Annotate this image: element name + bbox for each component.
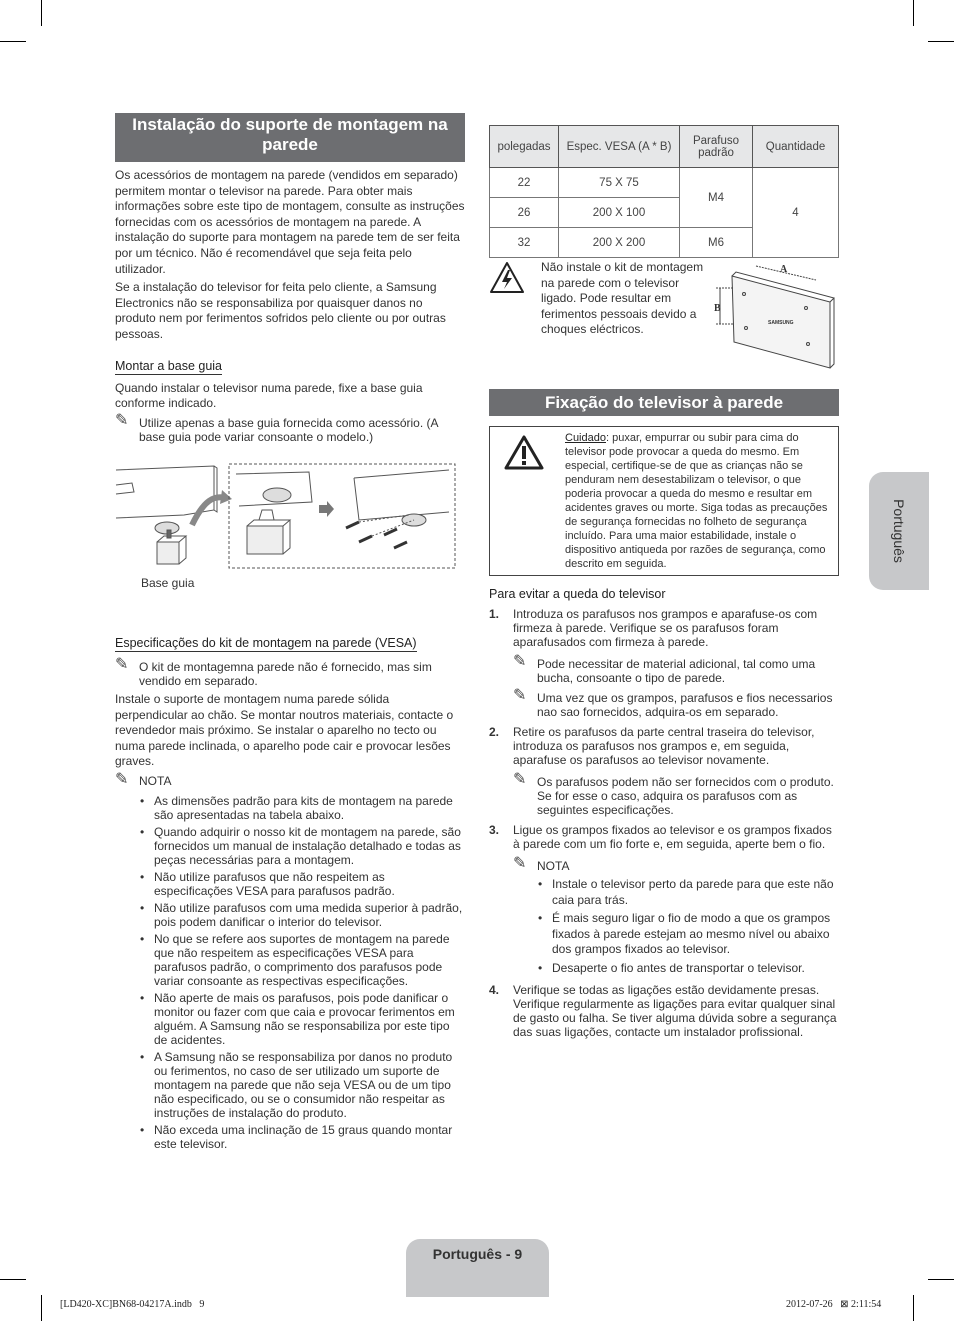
table-row <box>490 168 839 198</box>
list-item: • Não utilize parafusos com uma medida superior à padrão, pois podem danificar o interior do televisor. <box>115 901 465 929</box>
vesa-spec-table <box>489 125 839 258</box>
language-side-tab <box>869 472 929 590</box>
table-cell: 200 X 200 <box>559 228 680 258</box>
vesa-note: O kit de montagemna parede não é fornecido, mas sim vendido em separado. <box>139 660 432 688</box>
list-item: • Quando adquirir o nosso kit de montagem na parede, são fornecidos um manual de instalação detalhado e todas as peças necessárias para a montagem. <box>115 825 465 867</box>
table-cell: 75 X 75 <box>559 168 680 198</box>
print-timestamp: 2012-07-26 ⊠ 2:11:54 <box>786 1299 882 1310</box>
language-side-tab-label: Português <box>891 499 907 563</box>
guide-heading: Montar a base guia <box>115 359 223 373</box>
list-item: • Não aperte de mais os parafusos, pois pode danificar o monitor ou fazer com que caia e provocar ferimentos em alguém. A Samsung não se responsabiliza por este tipo de acidentes. <box>115 991 465 1047</box>
file-info: [LD420-XC]BN68-04217A.indb 9 <box>60 1299 205 1310</box>
pencil-note-icon: ✎ <box>513 687 527 704</box>
table-header: Espec. VESA (A * B) <box>559 126 680 168</box>
list-item: • As dimensões padrão para kits de montagem na parede são apresentadas na tabela abaixo. <box>115 794 465 822</box>
tv-back-vesa-diagram <box>712 258 836 370</box>
intro-paragraph-1: Os acessórios de montagem na parede (vendidos em separado) permitem montar o televisor na parede. Para obter mais informações sobre este tipo de montagem, consulte as instruções fornecidas com os acessórios de montagem na parede. A instalação do suporte para montagem na parede tem de ser feita por um técnico. Não é recomendável que seja feita pelo utilizador. <box>115 168 465 276</box>
list-item: 1. Introduza os parafusos nos grampos e aparafuse-os com firmeza à parede. Verifique se os parafusos foram aparafusados com firmeza à parede. ✎ Pode necessitar de material adicional, tal como uma bucha, consoante o tipo de parede. ✎ Uma vez que os grampos, parafusos e fios necessarios nao sao fornecidos, adquira-os em separado. <box>489 607 833 719</box>
section-title-wall-fixing: Fixação do televisor à parede <box>489 389 839 416</box>
list-item: 4. Verifique se todas as ligações estão devidamente presas. Verifique regularmente as ligações para evitar qualquer sinal de gasto ou falha. Se tiver alguma dúvida sobre a segurança das suas ligações, contacte um instalador profissional. <box>489 982 837 1039</box>
pencil-note-icon: ✎ <box>115 412 129 429</box>
table-cell: M4 <box>680 168 753 228</box>
vesa-bullet-list <box>115 794 465 1151</box>
pencil-note-icon: ✎ <box>115 656 129 673</box>
table-cell: 200 X 100 <box>559 198 680 228</box>
intro-paragraph-2: Se a instalação do televisor for feita pelo cliente, a Samsung Electronics não se responsabiliza por quaisquer danos no produto nem por ferimentos sofridos pelo cliente ou por outras pessoas. <box>115 280 446 341</box>
dimension-label-a: A <box>780 264 788 275</box>
table-cell: 22 <box>490 168 559 198</box>
dimension-label-b: B <box>714 303 721 314</box>
list-item: • A Samsung não se responsabiliza por danos no produto ou ferimentos, no caso de ser utilizado um suporte de montagem na parede que não seja VESA ou de um tipo não especificado, ou se o consumidor não respeitar as instruções de instalação do produto. <box>115 1050 465 1120</box>
table-header: Parafuso padrão <box>680 126 753 168</box>
vesa-heading: Especificações do kit de montagem na parede (VESA) <box>115 636 417 650</box>
caution-label: Cuidado <box>565 432 606 444</box>
guide-note: Utilize apenas a base guia fornecida como acessório. (A base guia pode variar consoante o modelo.) <box>139 416 438 444</box>
page-number: Português - 9 <box>432 1246 523 1262</box>
table-cell: M6 <box>680 228 753 258</box>
nota-label: NOTA <box>139 773 172 788</box>
list-item: • Não utilize parafusos que não respeitem as especificações VESA para parafusos padrão. <box>115 870 465 898</box>
table-cell: 4 <box>753 168 839 258</box>
electric-shock-warning-icon <box>489 261 525 295</box>
table-cell: 32 <box>490 228 559 258</box>
list-item: 3. Ligue os grampos fixados ao televisor e os grampos fixados à parede com um fio forte e, em seguida, aperte bem o fio. ✎ NOTA • Instale o televisor perto da parede para que este não caia para trás. • É mais seguro ligar o fio de modo a que os grampos fixados à parede estejam ao mesmo nível ou abaixo dos grampos fixados ao televisor. • Desaperte o fio antes de transportar o televisor. <box>489 823 841 977</box>
table-cell: 26 <box>490 198 559 228</box>
caution-box <box>489 426 839 576</box>
list-item: • Instale o televisor perto da parede para que este não caia para trás. <box>513 877 841 908</box>
guide-text: Quando instalar o televisor numa parede, fixe a base guia conforme indicado. <box>115 381 423 410</box>
figure-caption: Base guia <box>141 576 195 590</box>
table-header: Quantidade <box>753 126 839 168</box>
caution-text: : puxar, empurrar ou subir para cima do televisor pode provocar a queda do mesmo. Em especial, certifique-se de que as crianças não se penduram nem desestabilizam o televisor, o que poderia provocar a queda do mesmo e resultar em acidentes graves ou morte. Siga todas as precauções de segurança fornecidas no folheto de segurança incluído. Para uma maior estabilidade, instale o dispositivo antiqueda por razões de segurança, como descrito em seguida. <box>565 432 828 570</box>
caution-triangle-icon <box>504 435 544 471</box>
list-item: • Não exceda uma inclinação de 15 graus quando montar este televisor. <box>115 1123 465 1151</box>
pencil-note-icon: ✎ <box>513 855 527 872</box>
list-item: • No que se refere aos suportes de montagem na parede que não respeitem as especificações VESA para parafusos padrão, o comprimento dos parafusos pode variar consoante as respectivas especificações. <box>115 932 465 988</box>
guide-base-illustration <box>114 460 459 575</box>
list-item: • É mais seguro ligar o fio de modo a que os grampos fixados à parede estejam ao mesmo nível ou abaixo dos grampos fixados ao televisor. <box>513 911 841 958</box>
shock-warning-text: Não instale o kit de montagem na parede com o televisor ligado. Pode resultar em ferimentos pessoais devido a choques eléctricos. <box>541 260 704 337</box>
page-number-badge <box>406 1239 549 1297</box>
list-item: • Desaperte o fio antes de transportar o televisor. <box>513 961 841 977</box>
pencil-note-icon: ✎ <box>115 770 129 788</box>
steps-list <box>489 607 841 1039</box>
pencil-note-icon: ✎ <box>513 771 527 788</box>
table-header: polegadas <box>490 126 559 168</box>
brand-logo: SAMSUNG <box>768 320 794 326</box>
pencil-note-icon: ✎ <box>513 653 527 670</box>
list-item: 2. Retire os parafusos da parte central traseira do televisor, introduza os parafusos nos grampos e, em seguida, aparafuse os parafusos ao televisor novamente. ✎ Os parafusos podem não ser fornecidos com o produto. Se for esse o caso, adquira os parafusos com as seguintes especificações. <box>489 725 834 817</box>
section-title-wall-mount: Instalação do suporte de montagem na parede <box>115 113 465 162</box>
steps-heading: Para evitar a queda do televisor <box>489 587 666 601</box>
vesa-text: Instale o suporte de montagem numa parede sólida perpendicular ao chão. Se montar noutros materiais, contacte o revendedor mais próximo. Se instalar o aparelho no tecto ou numa parede inclinada, o aparelho pode cair e provocar lesões graves. <box>115 692 454 769</box>
